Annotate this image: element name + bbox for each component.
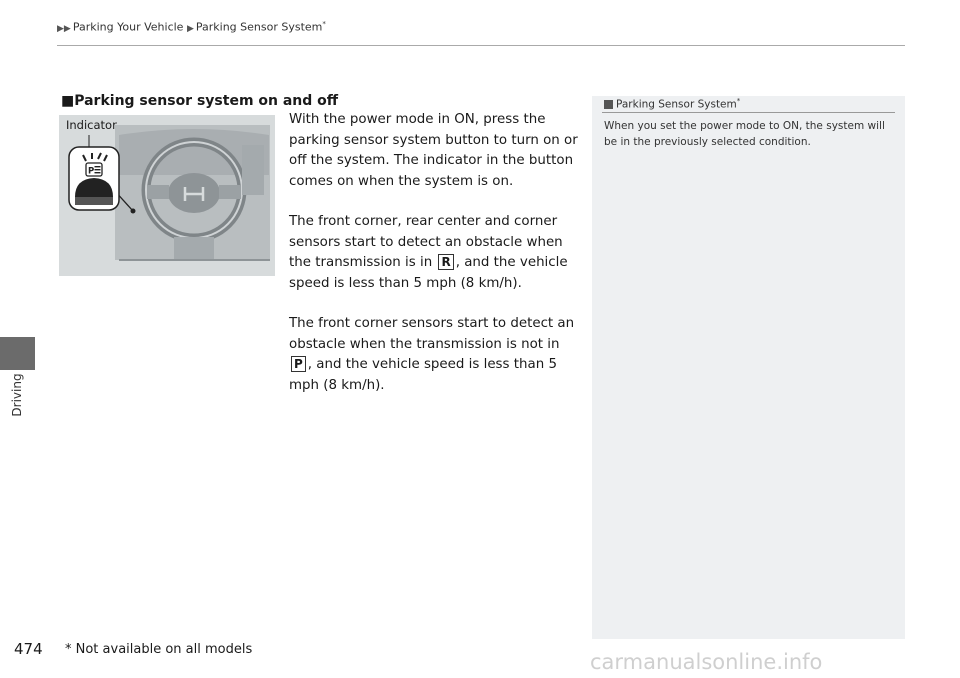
note-divider [602, 112, 895, 113]
header-divider [57, 45, 905, 46]
section-title: ■Parking sensor system on and off [61, 93, 339, 109]
paragraph-text: The front corner sensors start to detect an obstacle when the transmission is not in [289, 316, 575, 352]
watermark: carmanualsonline.info [590, 650, 823, 674]
paragraph-text: , and the vehicle speed is less than 5 mph (8 km/h). [289, 357, 557, 393]
note-icon [604, 100, 613, 109]
breadcrumb [57, 20, 326, 34]
paragraph-text: The front corner, rear center and corner sensors start to detect an obstacle when the transmission is in [289, 214, 563, 270]
gear-key-r: R [438, 254, 453, 270]
breadcrumb-item-parking[interactable]: Parking Your Vehicle [72, 20, 184, 34]
gear-key-p: P [291, 356, 306, 372]
dashboard-drawing [59, 115, 275, 276]
note-text: When you set the power mode to ON, the system will be in the previously selected condition. [604, 120, 885, 148]
breadcrumb-item-sensor[interactable]: Parking Sensor System [195, 20, 323, 34]
chapter-label: Driving [10, 373, 24, 417]
availability-mark: * [736, 97, 741, 105]
body-text [289, 110, 579, 416]
paragraph-text: , and the vehicle speed is less than 5 mph (8 km/h). [289, 255, 568, 291]
chapter-tab [0, 337, 35, 370]
note-sidebar [592, 96, 905, 639]
footnote: * Not available on all models [65, 642, 253, 657]
paragraph-reverse [289, 212, 579, 294]
svg-text:P: P [88, 166, 95, 177]
figure-callout-label: Indicator [66, 118, 117, 132]
page-number: 474 [14, 640, 43, 658]
dashboard-illustration [59, 115, 275, 276]
note-title-text: Parking Sensor System [616, 98, 737, 111]
breadcrumb-arrow-icon: ▶ [186, 23, 194, 34]
breadcrumb-arrow-icon: ▶▶ [57, 23, 71, 34]
paragraph-forward [289, 314, 579, 396]
availability-mark: * [322, 20, 326, 28]
note-title [604, 97, 740, 111]
paragraph-intro: With the power mode in ON, press the parking sensor system button to turn on or off the system. The indicator in the button comes on when the system is on. [289, 112, 578, 189]
